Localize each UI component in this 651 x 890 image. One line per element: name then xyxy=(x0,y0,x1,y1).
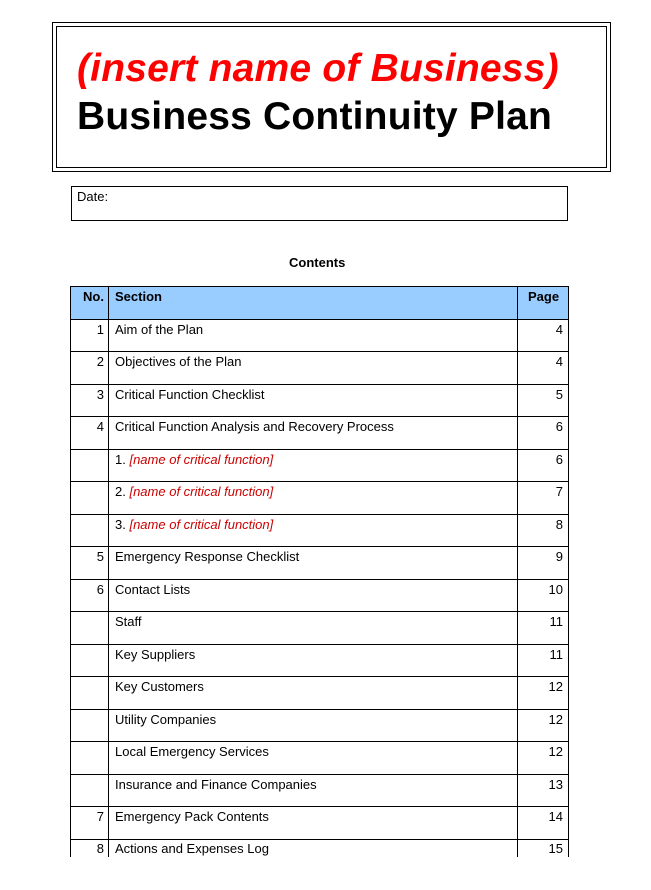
row-number xyxy=(71,644,109,677)
table-row xyxy=(71,709,569,742)
table-row xyxy=(71,547,569,580)
row-section[interactable] xyxy=(109,319,518,352)
row-section[interactable] xyxy=(109,807,518,840)
table-row xyxy=(71,384,569,417)
row-number: 8 xyxy=(71,839,109,857)
section-title: Key Customers xyxy=(115,679,204,694)
row-number xyxy=(71,449,109,482)
column-header-no: No. xyxy=(71,287,109,320)
table-row xyxy=(71,774,569,807)
table-row xyxy=(71,839,569,857)
row-section[interactable] xyxy=(109,384,518,417)
section-prefix: 2. xyxy=(115,484,130,499)
row-section[interactable] xyxy=(109,579,518,612)
table-row xyxy=(71,612,569,645)
table-row xyxy=(71,449,569,482)
table-row xyxy=(71,482,569,515)
row-section[interactable] xyxy=(109,839,518,857)
section-prefix: 1. xyxy=(115,451,130,467)
row-page-number: 12 xyxy=(518,677,569,710)
row-section[interactable] xyxy=(109,612,518,645)
table-row xyxy=(71,644,569,677)
critical-function-placeholder: [name of critical function] xyxy=(129,451,274,467)
row-section[interactable] xyxy=(109,352,518,385)
contents-table xyxy=(70,286,569,857)
contents-heading: Contents xyxy=(289,255,346,270)
row-section[interactable] xyxy=(109,774,518,807)
section-title: Utility Companies xyxy=(115,711,217,727)
row-page-number: 10 xyxy=(518,579,569,612)
section-title: Emergency Response Checklist xyxy=(115,549,300,564)
row-number: 5 xyxy=(71,547,109,580)
critical-function-placeholder: [name of critical function] xyxy=(129,516,274,532)
row-section[interactable] xyxy=(109,677,518,710)
section-title: Insurance and Finance Companies xyxy=(115,776,317,792)
row-number xyxy=(71,774,109,807)
row-page-number: 12 xyxy=(518,709,569,742)
row-page-number: 4 xyxy=(518,352,569,385)
row-page-number: 6 xyxy=(518,417,569,450)
section-title: Staff xyxy=(115,614,142,629)
row-page-number: 14 xyxy=(518,807,569,840)
row-number: 2 xyxy=(71,352,109,385)
section-title: Critical Function Analysis and Recovery Process xyxy=(115,419,394,434)
row-page-number: 5 xyxy=(518,384,569,417)
document-title: Business Continuity Plan xyxy=(77,95,553,138)
table-row xyxy=(71,677,569,710)
column-header-section: Section xyxy=(109,287,518,320)
table-header-row xyxy=(71,287,569,320)
table-row xyxy=(71,319,569,352)
row-number xyxy=(71,709,109,742)
section-prefix: 3. xyxy=(115,516,130,532)
row-number: 1 xyxy=(71,319,109,352)
section-title: Emergency Pack Contents xyxy=(115,809,269,824)
row-number: 3 xyxy=(71,384,109,417)
row-page-number: 11 xyxy=(518,644,569,677)
row-section[interactable] xyxy=(109,417,518,450)
row-section[interactable] xyxy=(109,644,518,677)
date-field[interactable] xyxy=(71,186,568,221)
table-row xyxy=(71,579,569,612)
row-page-number: 13 xyxy=(518,774,569,807)
title-inner-border xyxy=(56,26,607,168)
row-page-number: 12 xyxy=(518,742,569,775)
row-section[interactable] xyxy=(109,709,518,742)
row-page-number: 8 xyxy=(518,514,569,547)
row-number: 7 xyxy=(71,807,109,840)
row-number xyxy=(71,482,109,515)
table-row xyxy=(71,352,569,385)
row-number xyxy=(71,514,109,547)
row-page-number: 9 xyxy=(518,547,569,580)
table-row xyxy=(71,514,569,547)
row-number xyxy=(71,742,109,775)
row-section[interactable] xyxy=(109,742,518,775)
row-number: 6 xyxy=(71,579,109,612)
row-section[interactable] xyxy=(109,482,518,515)
section-title: Aim of the Plan xyxy=(115,321,204,337)
section-title: Contact Lists xyxy=(115,581,191,597)
section-title: Key Suppliers xyxy=(115,646,196,662)
section-title: Objectives of the Plan xyxy=(115,354,242,369)
section-title: Critical Function Checklist xyxy=(115,386,265,402)
section-title: Local Emergency Services xyxy=(115,744,269,759)
table-row xyxy=(71,417,569,450)
row-page-number: 6 xyxy=(518,449,569,482)
title-box xyxy=(52,22,611,172)
row-section[interactable] xyxy=(109,514,518,547)
row-section[interactable] xyxy=(109,547,518,580)
column-header-page: Page xyxy=(518,287,569,320)
date-label: Date: xyxy=(77,189,109,204)
section-title: Actions and Expenses Log xyxy=(115,840,269,856)
critical-function-placeholder: [name of critical function] xyxy=(129,484,274,499)
table-row xyxy=(71,742,569,775)
row-page-number: 11 xyxy=(518,612,569,645)
business-name-placeholder: (insert name of Business) xyxy=(77,47,559,90)
row-number xyxy=(71,612,109,645)
row-page-number: 15 xyxy=(518,839,569,857)
table-row xyxy=(71,807,569,840)
row-section[interactable] xyxy=(109,449,518,482)
row-page-number: 4 xyxy=(518,319,569,352)
row-number xyxy=(71,677,109,710)
row-page-number: 7 xyxy=(518,482,569,515)
row-number: 4 xyxy=(71,417,109,450)
